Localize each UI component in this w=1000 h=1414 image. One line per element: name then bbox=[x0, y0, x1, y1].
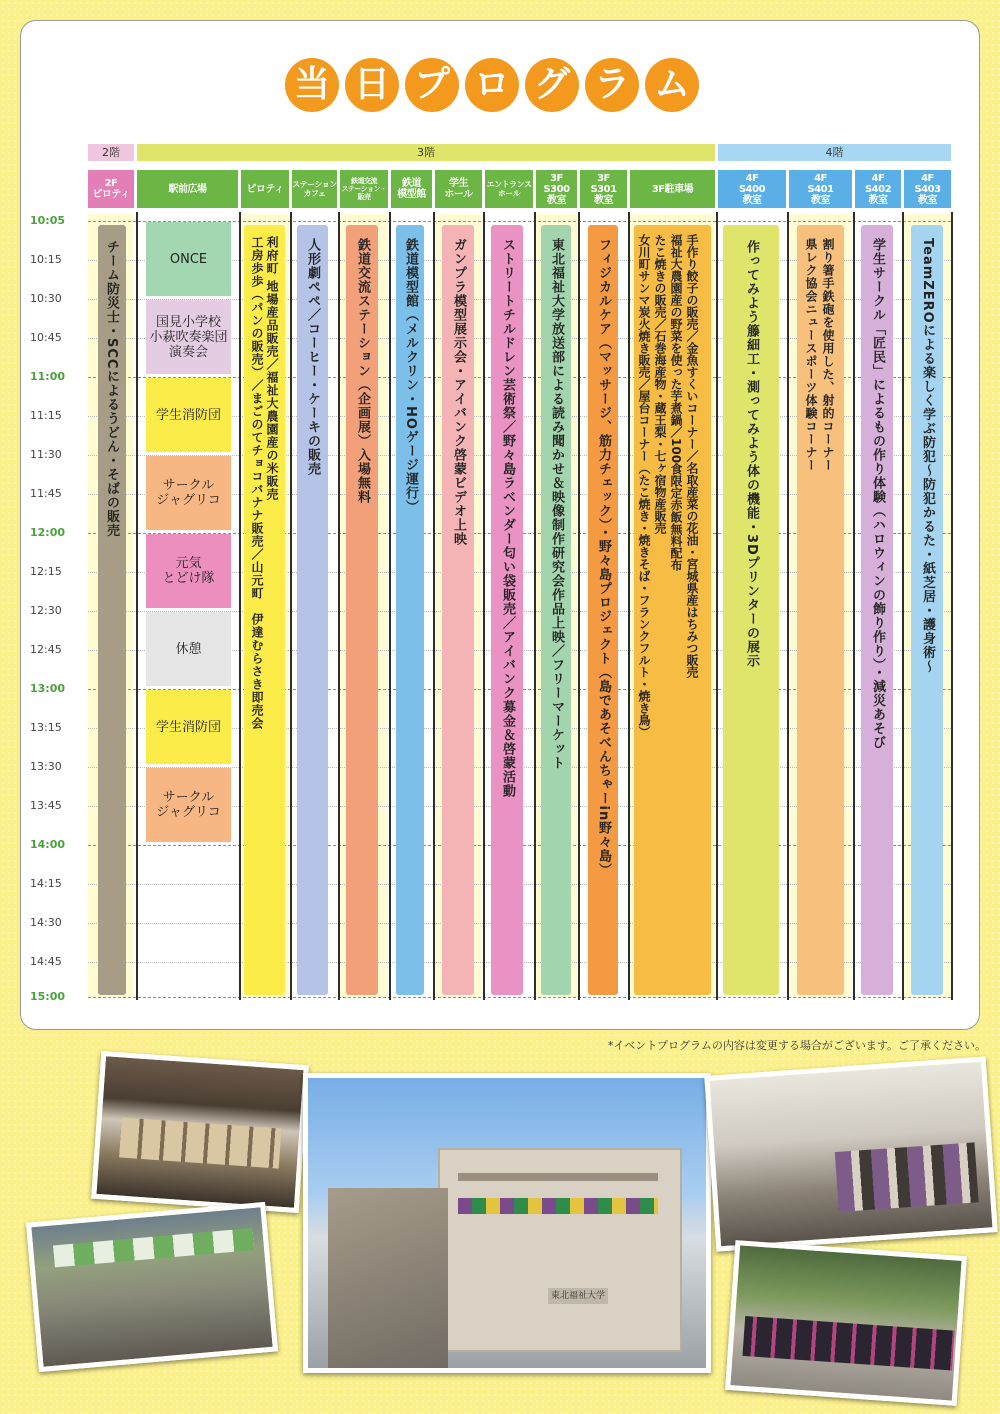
header-s400: 4F S400 教室 bbox=[718, 170, 786, 208]
page-title bbox=[0, 58, 1000, 118]
event-text: 利府町 地場産品販売／福祉大農園産の米販売 bbox=[265, 236, 279, 502]
time-label: 13:15 bbox=[30, 721, 62, 734]
stage-block: ONCE bbox=[146, 222, 231, 296]
header-parking: 3F駐車場 bbox=[630, 170, 715, 208]
event-text: 福祉大農園産の野菜を使った芋煮鍋／100食限定赤飯無料配布 bbox=[669, 234, 683, 572]
stage-block: サークル ジャグリコ bbox=[146, 456, 231, 530]
event-text: ストリートチルドレン芸術祭／野々島ラベンダー匂い袋販売／アイバンク募金＆啓蒙活動 bbox=[500, 238, 515, 798]
time-label: 10:45 bbox=[30, 331, 62, 344]
time-label: 13:30 bbox=[30, 760, 62, 773]
time-label: 12:00 bbox=[30, 526, 66, 539]
stage-block: 元気 とどけ隊 bbox=[146, 534, 231, 608]
event-text: 鉄道交流ステーション（企画展）入場無料 bbox=[355, 238, 370, 504]
header-student-hall: 学生 ホール bbox=[435, 170, 482, 208]
floor-3f: 3階 bbox=[137, 144, 715, 161]
time-label: 11:45 bbox=[30, 487, 62, 500]
stage-block: 学生消防団 bbox=[146, 378, 231, 452]
title-char: グ bbox=[525, 58, 579, 112]
header-s301: 3F S301 教室 bbox=[580, 170, 627, 208]
event-text: たこ焼きの販売／石巻海産物・蔵王梨・七ヶ宿物産販売 bbox=[653, 234, 667, 534]
event-text: ガンプラ模型展示会・アイバンク啓蒙ビデオ上映 bbox=[451, 238, 466, 546]
title-char: ロ bbox=[465, 58, 519, 112]
event-text: 人形劇ペペ／コーヒー・ケーキの販売 bbox=[305, 238, 320, 476]
header-model-hall: 鉄道 模型館 bbox=[391, 170, 432, 208]
building-sign: 東北福祉大学 bbox=[548, 1288, 608, 1304]
time-label: 11:30 bbox=[30, 448, 62, 461]
title-char: ム bbox=[645, 58, 699, 112]
time-label: 13:45 bbox=[30, 799, 62, 812]
photo-campus-building bbox=[303, 1073, 711, 1373]
event-text: チーム防災士・SCCによるうどん・そばの販売 bbox=[104, 240, 119, 538]
header-piloti: ピロティ bbox=[241, 170, 289, 208]
time-label: 15:00 bbox=[30, 990, 66, 1003]
event-text: TeamZEROによる楽しく学ぶ防犯～防犯かるた・紙芝居・護身術～ bbox=[920, 238, 935, 674]
event-text: 東北福祉大学放送部による読み聞かせ＆映像制作研究会作品上映／フリーマーケット bbox=[549, 238, 564, 770]
stage-block: 休憩 bbox=[146, 612, 231, 686]
header-s401: 4F S401 教室 bbox=[789, 170, 852, 208]
event-text: 学生サークル「匠民」によるもの作り体験（ハロウィンの飾り作り）・減災あそび bbox=[870, 238, 885, 750]
event-text: フィジカルケア（マッサージ、筋力チェック）・野々島プロジェクト（島であそべんちゃーin野々島） bbox=[596, 238, 611, 878]
photo-market-stall bbox=[91, 1051, 309, 1213]
event-text: 女川町サンマ炭火焼き販売／屋台コーナー（たこ焼き・焼きそば・フランクフルト・焼き鳥） bbox=[637, 234, 651, 738]
time-label: 14:30 bbox=[30, 916, 62, 929]
floor-4f: 4階 bbox=[718, 144, 951, 161]
time-label: 13:00 bbox=[30, 682, 66, 695]
stage-block: サークル ジャグリコ bbox=[146, 768, 231, 842]
time-label: 14:00 bbox=[30, 838, 66, 851]
time-label: 14:15 bbox=[30, 877, 62, 890]
time-label: 12:30 bbox=[30, 604, 62, 617]
header-s402: 4F S402 教室 bbox=[855, 170, 901, 208]
header-railway-station: 鉄道交流 ステーション・ 販売 bbox=[340, 170, 388, 208]
title-char: 日 bbox=[345, 58, 399, 112]
event-text: 鉄道模型館（メルクリン・HOゲージ運行） bbox=[403, 238, 418, 514]
time-label: 10:15 bbox=[30, 253, 62, 266]
photo-outdoor-crowd bbox=[26, 1202, 278, 1372]
event-text: 工房歩歩（パンの販売）／まごのてチョコバナナ販売／山元町 伊達むらさき即売会 bbox=[250, 236, 264, 730]
disclaimer-note: *イベントプログラムの内容は変更する場合がございます。ご了承ください。 bbox=[607, 1039, 986, 1052]
time-label: 10:05 bbox=[30, 214, 66, 227]
header-entrance-hall: エントランス ホール bbox=[485, 170, 533, 208]
time-label: 12:45 bbox=[30, 643, 62, 656]
event-text: 割り箸手鉄砲を使用した、射的コーナー bbox=[821, 238, 835, 472]
title-char: 当 bbox=[285, 58, 339, 112]
time-label: 10:30 bbox=[30, 292, 62, 305]
time-label: 14:45 bbox=[30, 955, 62, 968]
header-s403: 4F S403 教室 bbox=[904, 170, 951, 208]
floor-2f: 2階 bbox=[88, 144, 134, 161]
title-char: ラ bbox=[585, 58, 639, 112]
photo-indoor-sale bbox=[704, 1056, 998, 1251]
photo-dance-performance bbox=[725, 1240, 967, 1406]
header-ekimae: 駅前広場 bbox=[137, 170, 238, 208]
time-label: 11:15 bbox=[30, 409, 62, 422]
stage-block: 学生消防団 bbox=[146, 690, 231, 764]
time-label: 11:00 bbox=[30, 370, 66, 383]
event-text: 県レク協会ニュースポーツ体験コーナー bbox=[804, 238, 818, 472]
time-label: 12:15 bbox=[30, 565, 62, 578]
title-char: プ bbox=[405, 58, 459, 112]
header-station-cafe: ステーション カフェ bbox=[292, 170, 337, 208]
header-2f-piloti: 2F ピロティ bbox=[88, 170, 134, 208]
stage-block: 国見小学校 小萩吹奏楽団 演奏会 bbox=[146, 300, 231, 374]
event-text: 作ってみよう籐細工・測ってみよう体の機能・3Dプリンターの展示 bbox=[744, 240, 759, 668]
header-s300: 3F S300 教室 bbox=[536, 170, 577, 208]
event-text: 手作り餃子の販売／金魚すくいコーナー／名取産菜の花油・宮城県産はちみつ販売 bbox=[685, 234, 699, 678]
